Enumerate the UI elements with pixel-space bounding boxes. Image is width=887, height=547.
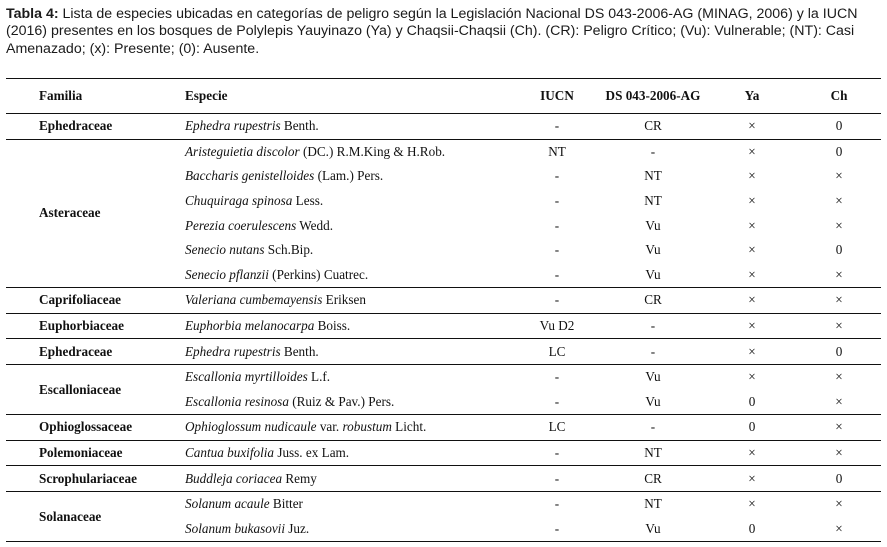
iucn-cell: - bbox=[515, 517, 599, 542]
familia-cell: Ophioglossaceae bbox=[6, 415, 152, 441]
iucn-cell: - bbox=[554, 369, 560, 385]
ya-cell: 0 bbox=[707, 415, 797, 441]
table-row bbox=[6, 139, 881, 164]
ds-cell: NT bbox=[644, 193, 662, 209]
species-name: Solanum bukasovii bbox=[185, 520, 285, 536]
species-name: Buddleja coriacea bbox=[185, 470, 283, 486]
ch-cell: × bbox=[797, 415, 881, 441]
especie-cell bbox=[152, 139, 515, 164]
ya-cell: × bbox=[748, 217, 756, 233]
especie-cell bbox=[152, 238, 515, 263]
ya-cell: × bbox=[707, 466, 797, 492]
species-name: Solanum acaule bbox=[185, 496, 270, 512]
species-name: Ephedra rupestris bbox=[185, 118, 281, 134]
especie-cell bbox=[152, 364, 515, 389]
ch-cell: × bbox=[835, 168, 843, 184]
species-author: (Ruiz & Pav.) Pers. bbox=[288, 393, 395, 409]
familia-cell: Caprifoliaceae bbox=[6, 288, 152, 314]
iucn-cell: - bbox=[515, 263, 599, 288]
ds-cell: NT bbox=[644, 496, 662, 512]
ch-cell: × bbox=[835, 217, 843, 233]
species-name: Baccharis genistelloides bbox=[185, 168, 315, 184]
ds-cell: NT bbox=[644, 168, 662, 184]
iucn-cell: NT bbox=[548, 143, 566, 159]
especie-cell bbox=[152, 415, 515, 441]
table-row bbox=[6, 364, 881, 389]
ya-cell: 0 bbox=[707, 517, 797, 542]
especie-cell bbox=[152, 517, 515, 542]
species-author: (Lam.) Pers. bbox=[314, 168, 384, 184]
ds-cell: Vu bbox=[599, 517, 707, 542]
iucn-cell: - bbox=[515, 390, 599, 415]
iucn-cell: LC bbox=[515, 415, 599, 441]
ch-cell: 0 bbox=[797, 466, 881, 492]
species-author: Licht. bbox=[391, 419, 427, 435]
species-name: Perezia coerulescens bbox=[185, 217, 297, 233]
iucn-cell: - bbox=[515, 114, 599, 140]
species-name: Senecio nutans bbox=[185, 242, 265, 258]
iucn-cell: - bbox=[554, 168, 560, 184]
especie-cell bbox=[152, 288, 515, 314]
species-variety: robustum bbox=[342, 419, 392, 435]
ya-cell: 0 bbox=[707, 390, 797, 415]
species-name: Senecio pflanzii bbox=[185, 266, 269, 282]
species-name: Escallonia myrtilloides bbox=[185, 369, 308, 385]
ya-cell: × bbox=[748, 193, 756, 209]
especie-cell bbox=[152, 491, 515, 516]
ds-cell: - bbox=[650, 143, 656, 159]
especie-cell bbox=[152, 164, 515, 189]
ch-cell: 0 bbox=[797, 114, 881, 140]
table-row bbox=[6, 339, 881, 365]
ch-cell: 0 bbox=[797, 339, 881, 365]
familia-cell: Escalloniaceae bbox=[6, 364, 152, 414]
ds-cell: Vu bbox=[645, 242, 661, 258]
ya-cell: × bbox=[707, 339, 797, 365]
ds-cell: CR bbox=[599, 466, 707, 492]
iucn-cell: - bbox=[554, 193, 560, 209]
table-row bbox=[6, 313, 881, 339]
iucn-cell: - bbox=[515, 466, 599, 492]
ds-cell: - bbox=[599, 313, 707, 339]
ds-cell: Vu bbox=[599, 263, 707, 288]
header-iucn: IUCN bbox=[515, 79, 599, 114]
ya-cell: × bbox=[707, 440, 797, 466]
species-author: (DC.) R.M.King & H.Rob. bbox=[299, 143, 446, 159]
iucn-cell: - bbox=[554, 496, 560, 512]
ch-cell: 0 bbox=[835, 242, 843, 258]
iucn-cell: - bbox=[554, 242, 560, 258]
ch-cell: × bbox=[835, 193, 843, 209]
ds-cell: - bbox=[599, 415, 707, 441]
caption-text: Lista de especies ubicadas en categorías de peligro según la Legislación Nacional DS 043-2006-AG (MINAG, 2006) y la IUCN (2016) presentes en los bosques de Polylepis Yauyinazo (Ya) y Chaqsii-Chaqsii (Ch). (CR): Peligro Crítico; (Vu): Vulnerable; (NT): Casi Amenazado; (x): Presente; (0): Ausente. bbox=[6, 6, 858, 57]
especie-cell bbox=[152, 339, 515, 365]
ya-cell: × bbox=[707, 288, 797, 314]
ds-cell: Vu bbox=[645, 369, 661, 385]
familia-cell: Ephedraceae bbox=[6, 339, 152, 365]
familia-cell: Asteraceae bbox=[6, 139, 152, 288]
table-row bbox=[6, 440, 881, 466]
header-ch: Ch bbox=[797, 79, 881, 114]
especie-cell bbox=[152, 114, 515, 140]
species-author: Bitter bbox=[269, 496, 303, 512]
species-author: Remy bbox=[282, 470, 317, 486]
especie-cell bbox=[152, 263, 515, 288]
ya-cell: × bbox=[707, 313, 797, 339]
iucn-cell: - bbox=[554, 217, 560, 233]
ch-cell: 0 bbox=[835, 143, 843, 159]
ch-cell: × bbox=[835, 369, 843, 385]
familia-cell: Euphorbiaceae bbox=[6, 313, 152, 339]
header-row bbox=[6, 79, 881, 114]
especie-cell bbox=[152, 390, 515, 415]
iucn-cell: - bbox=[515, 288, 599, 314]
table-body bbox=[6, 114, 881, 542]
ch-cell: × bbox=[797, 313, 881, 339]
species-author: Boiss. bbox=[314, 318, 351, 334]
species-name: Ophioglossum nudicaule bbox=[185, 419, 317, 435]
especie-cell bbox=[152, 440, 515, 466]
species-author: Juz. bbox=[285, 520, 310, 536]
species-author: Benth. bbox=[280, 343, 319, 359]
species-table bbox=[6, 78, 881, 542]
species-author: L.f. bbox=[307, 369, 331, 385]
ds-cell: - bbox=[599, 339, 707, 365]
especie-cell bbox=[152, 466, 515, 492]
familia-cell: Ephedraceae bbox=[6, 114, 152, 140]
species-author: Benth. bbox=[280, 118, 319, 134]
ds-cell: Vu bbox=[599, 390, 707, 415]
table-caption bbox=[6, 6, 882, 58]
table-row bbox=[6, 466, 881, 492]
ch-cell: × bbox=[797, 517, 881, 542]
ds-cell: Vu bbox=[645, 217, 661, 233]
table-row bbox=[6, 288, 881, 314]
familia-cell: Polemoniaceae bbox=[6, 440, 152, 466]
ch-cell: × bbox=[797, 263, 881, 288]
especie-cell bbox=[152, 313, 515, 339]
ds-cell: CR bbox=[599, 114, 707, 140]
species-name: Escallonia resinosa bbox=[185, 393, 289, 409]
ya-cell: × bbox=[748, 496, 756, 512]
ds-cell: CR bbox=[599, 288, 707, 314]
species-author: Wedd. bbox=[296, 217, 333, 233]
ch-cell: × bbox=[797, 288, 881, 314]
ya-cell: × bbox=[707, 114, 797, 140]
species-name: Chuquiraga spinosa bbox=[185, 193, 293, 209]
species-name: Euphorbia melanocarpa bbox=[185, 318, 315, 334]
species-name: Aristeguietia discolor bbox=[185, 143, 300, 159]
table-row bbox=[6, 491, 881, 516]
ya-cell: × bbox=[748, 168, 756, 184]
familia-cell: Solanaceae bbox=[6, 491, 152, 541]
species-author: Juss. ex Lam. bbox=[274, 445, 350, 461]
especie-cell bbox=[152, 213, 515, 238]
ds-cell: NT bbox=[599, 440, 707, 466]
ya-cell: × bbox=[748, 369, 756, 385]
table-row bbox=[6, 114, 881, 140]
iucn-cell: - bbox=[515, 440, 599, 466]
species-name: Valeriana cumbemayensis bbox=[185, 292, 323, 308]
iucn-cell: Vu D2 bbox=[515, 313, 599, 339]
header-ya: Ya bbox=[707, 79, 797, 114]
especie-cell bbox=[152, 189, 515, 214]
iucn-cell: LC bbox=[515, 339, 599, 365]
ya-cell: × bbox=[707, 263, 797, 288]
header-especie: Especie bbox=[152, 79, 515, 114]
species-author: Less. bbox=[292, 193, 324, 209]
species-name: Cantua buxifolia bbox=[185, 445, 275, 461]
species-author: (Perkins) Cuatrec. bbox=[268, 266, 369, 282]
ch-cell: × bbox=[797, 390, 881, 415]
caption-label: Tabla 4: bbox=[6, 6, 59, 22]
header-familia: Familia bbox=[6, 79, 152, 114]
table-row bbox=[6, 415, 881, 441]
ya-cell: × bbox=[748, 143, 756, 159]
species-author: Sch.Bip. bbox=[264, 242, 314, 258]
ch-cell: × bbox=[835, 496, 843, 512]
species-author: Eriksen bbox=[322, 292, 366, 308]
familia-cell: Scrophulariaceae bbox=[6, 466, 152, 492]
ya-cell: × bbox=[748, 242, 756, 258]
header-ds: DS 043-2006-AG bbox=[599, 79, 707, 114]
ch-cell: × bbox=[797, 440, 881, 466]
species-rank: var. bbox=[316, 419, 343, 435]
species-name: Ephedra rupestris bbox=[185, 343, 281, 359]
